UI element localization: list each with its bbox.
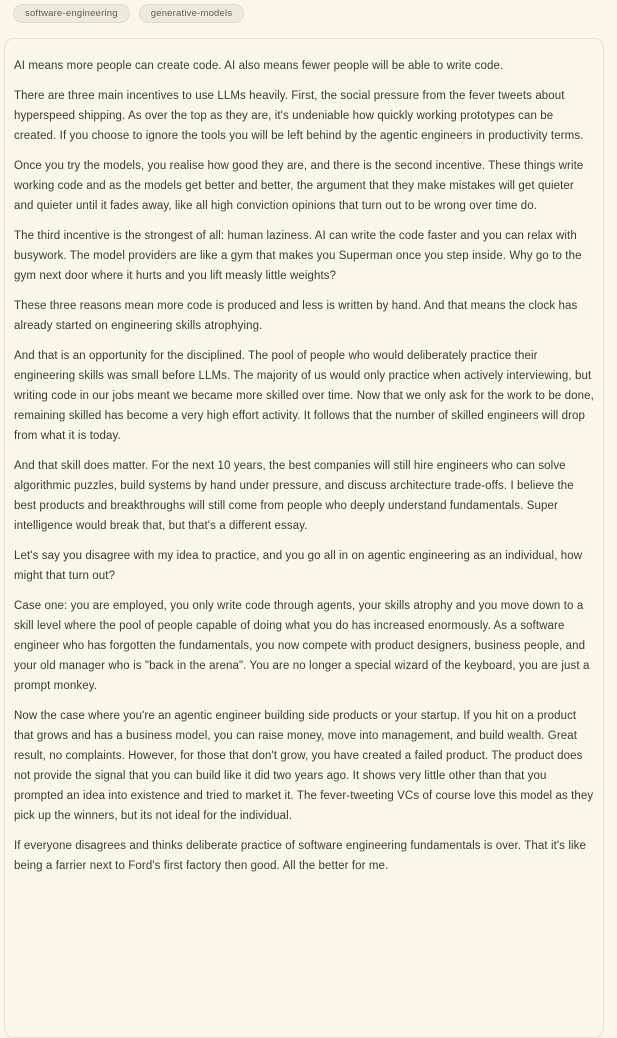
tag-generative-models[interactable]: generative-models <box>139 4 245 23</box>
article-paragraph: Now the case where you're an agentic engineer building side products or your startup. If you hit on a product that grows and has a business model, you can raise money, move into management, and build wealth. Great result, no complaints. However, for those that don't grow, you have created a failed product. The product does not provide the signal that you can build like it did two years ago. It shows very little other than that you prompted an idea into existence and tried to market it. The fever-tweeting VCs of course love this model as they pick up the winners, but its not ideal for the individual. <box>14 710 594 822</box>
article-paragraph: Case one: you are employed, you only write code through agents, your skills atrophy and you move down to a skill level where the pool of people capable of doing what you do has increased enormously. As a software engineer who has forgotten the fundamentals, you now compete with product designers, business people, and your old manager who is "back in the arena". You are no longer a special wizard of the keyboard, you are just a prompt monkey. <box>14 600 590 692</box>
tag-list <box>0 0 617 23</box>
tag-software-engineering[interactable]: software-engineering <box>13 4 130 23</box>
article-paragraph: If everyone disagrees and thinks deliberate practice of software engineering fundamentals is over. That it's like being a farrier next to Ford's first factory then good. All the better for me. <box>14 840 586 872</box>
article-paragraph: The third incentive is the strongest of all: human laziness. AI can write the code faster and you can relax with busywork. The model providers are like a gym that makes you Superman once you step inside. Why go to the gym next door where it hurts and you lift measly little weights? <box>14 230 582 282</box>
article-card <box>4 38 604 1038</box>
article-paragraph: These three reasons mean more code is produced and less is written by hand. And that means the clock has already started on engineering skills atrophying. <box>14 300 578 332</box>
article-paragraph: There are three main incentives to use LLMs heavily. First, the social pressure from the fever tweets about hyperspeed shipping. As over the top as they are, it's undeniable how quickly working prototypes can be created. If you choose to ignore the tools you will be left behind by the agentic engineers in productivity terms. <box>14 90 584 142</box>
article-paragraph: Once you try the models, you realise how good they are, and there is the second incentive. These things write working code and as the models get better and better, the argument that they make mistakes will get quieter and quieter until it fades away, like all high conviction opinions that turn out to be wrong over time do. <box>14 160 584 212</box>
article-paragraph: Let's say you disagree with my idea to practice, and you go all in on agentic engineering as an individual, how might that turn out? <box>14 550 583 582</box>
article-paragraph: AI means more people can create code. AI also means fewer people will be able to write code. <box>14 60 504 72</box>
article-paragraph: And that is an opportunity for the disciplined. The pool of people who would deliberately practice their engineering skills was small before LLMs. The majority of us would only practice when actively interviewing, but writing code in our jobs meant we became more skilled over time. Now that we only ask for the work to be done, remaining skilled has become a very high effort activity. It follows that the number of skilled engineers will drop from what it is today. <box>14 350 594 442</box>
article-paragraph: And that skill does matter. For the next 10 years, the best companies will still hire engineers who can solve algorithmic puzzles, build systems by hand under pressure, and discuss architecture trade-offs. I believe the best products and breakthroughs will still come from people who deeply understand fundamentals. Super intelligence would break that, but that's a different essay. <box>14 460 574 532</box>
